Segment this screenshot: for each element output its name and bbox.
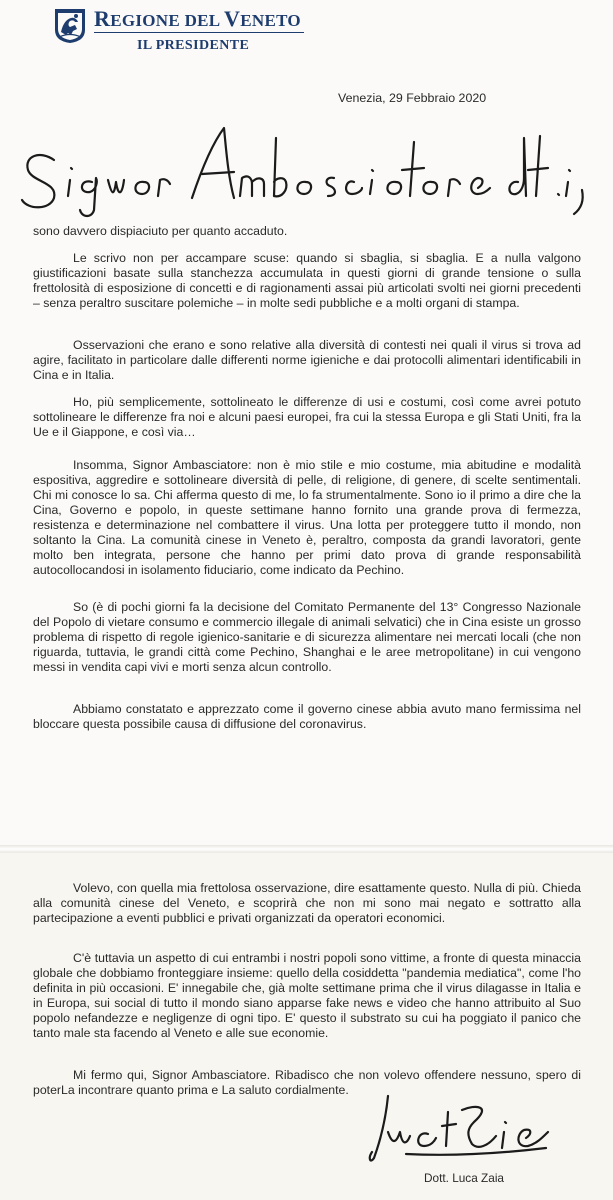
handwritten-signature: [366, 1092, 556, 1164]
paragraph-3: Osservazioni che erano e sono relative alla diversità di contesti nei quali il virus si trova ad agire, facilitato in particolare dalle differenti norme igieniche e dai protocolli alimentari identificabili in Cina e in Italia.: [33, 338, 581, 382]
brand-title: REGIONE DEL VENETO: [94, 6, 301, 31]
paragraph-10: Mi fermo qui, Signor Ambasciatore. Ribadisco che non volevo offendere nessuno, spero di poterLa incontrare quanto prima e La saluto cordialmente.: [33, 1068, 581, 1097]
paragraph-9: C'è tuttavia un aspetto di cui entrambi i nostri popoli sono vittime, a fronte di questa minaccia globale che dobbiamo fronteggiare insieme: quello della cosiddetta "pandemia mediatica", come l'ho definita in più occasioni. E' innegabile che, già molte settimane prima che il virus dilagasse in Italia e in Europa, sui social di tutto il mondo siano apparse fake news e video che hanno attribuito al Suo popolo nefandezze e negligenze di ogni tipo. E' questo il substrato su cui ha poggiato il panico che tanto male sta facendo al Veneto e alle sue economie.: [33, 951, 581, 1040]
paragraph-6: So (è di pochi giorni fa la decisione del Comitato Permanente del 13° Congresso Nazionale del Popolo di vietare consumo e commercio illegale di animali selvatici) che in Cina esiste un grosso problema di rispetto di regole igienico-sanitarie e di sicurezza alimentare nei mercati locali (che non riguarda, tuttavia, le grandi città come Pechino, Shanghai e le aree metropolitane) in cui vengono messi in vendita capi vivi e morti senza alcun controllo.: [33, 600, 581, 674]
paragraph-1: sono davvero dispiaciuto per quanto accaduto.: [33, 224, 288, 238]
letter-date: Venezia, 29 Febbraio 2020: [338, 91, 487, 105]
header-subtitle: IL PRESIDENTE: [137, 38, 250, 53]
paragraph-5: Insomma, Signor Ambasciatore: non è mio stile e mio costume, mia abitudine e modalità espositiva, aggredire e sottolineare diversità di pelle, di religione, di genere, di scelte sentimentali. Chi mi conosce lo sa. Chi afferma questo di me, lo fa strumentalmente. Sono io il primo a dire che la Cina, Governo e popolo, in queste settimane hanno fornito una grande prova di fermezza, resistenza e determinazione nel combattere il virus. Una lotta per proteggere tutto il mondo, non soltanto la Cina. La comunità cinese in Veneto è, peraltro, composta da grandi lavoratori, gente molto ben integrata, persone che hanno per primi dato prova di grande responsabilità autocollocandosi in isolamento fiduciario, come indicato da Pechino.: [33, 458, 581, 577]
paragraph-2: Le scrivo non per accampare scuse: quando si sbaglia, si sbaglia. E a nulla valgono giustificazioni basate sulla stanchezza accumulata in questi giorni di grande tensione o sulla frettolosità di esposizione di concetti e di ragionamenti assai più articolati svolti nei giorni precedenti – senza peraltro suscitare polemiche – in molte sedi pubbliche e a molti organi di stampa.: [33, 251, 581, 310]
header-rule: [94, 32, 304, 33]
paragraph-7: Abbiamo constatato e apprezzato come il governo cinese abbia avuto mano fermissima nel bloccare questa possibile causa di diffusione del coronavirus.: [33, 702, 581, 731]
handwritten-salutation: [12, 118, 592, 218]
regione-veneto-logo-icon: [54, 8, 86, 44]
paragraph-8: Volevo, con quella mia frettolosa osservazione, dire esattamente questo. Nulla di più. Chieda alla comunità cinese del Veneto, e scoprirà che non mi sono mai negato e sottratto alla partecipazione a eventi pubblici e privati organizzati da operatori economici.: [33, 881, 581, 925]
page-separator: [0, 845, 613, 853]
paragraph-4: Ho, più semplicemente, sottolineato le differenze di usi e costumi, così come avrei potuto sottolineare le differenze fra noi e alcuni paesi europei, fra cui la stessa Europa e gli Stati Uniti, fra la Ue e il Giappone, e così via…: [33, 395, 581, 439]
signature-name: Dott. Luca Zaia: [424, 1171, 504, 1185]
